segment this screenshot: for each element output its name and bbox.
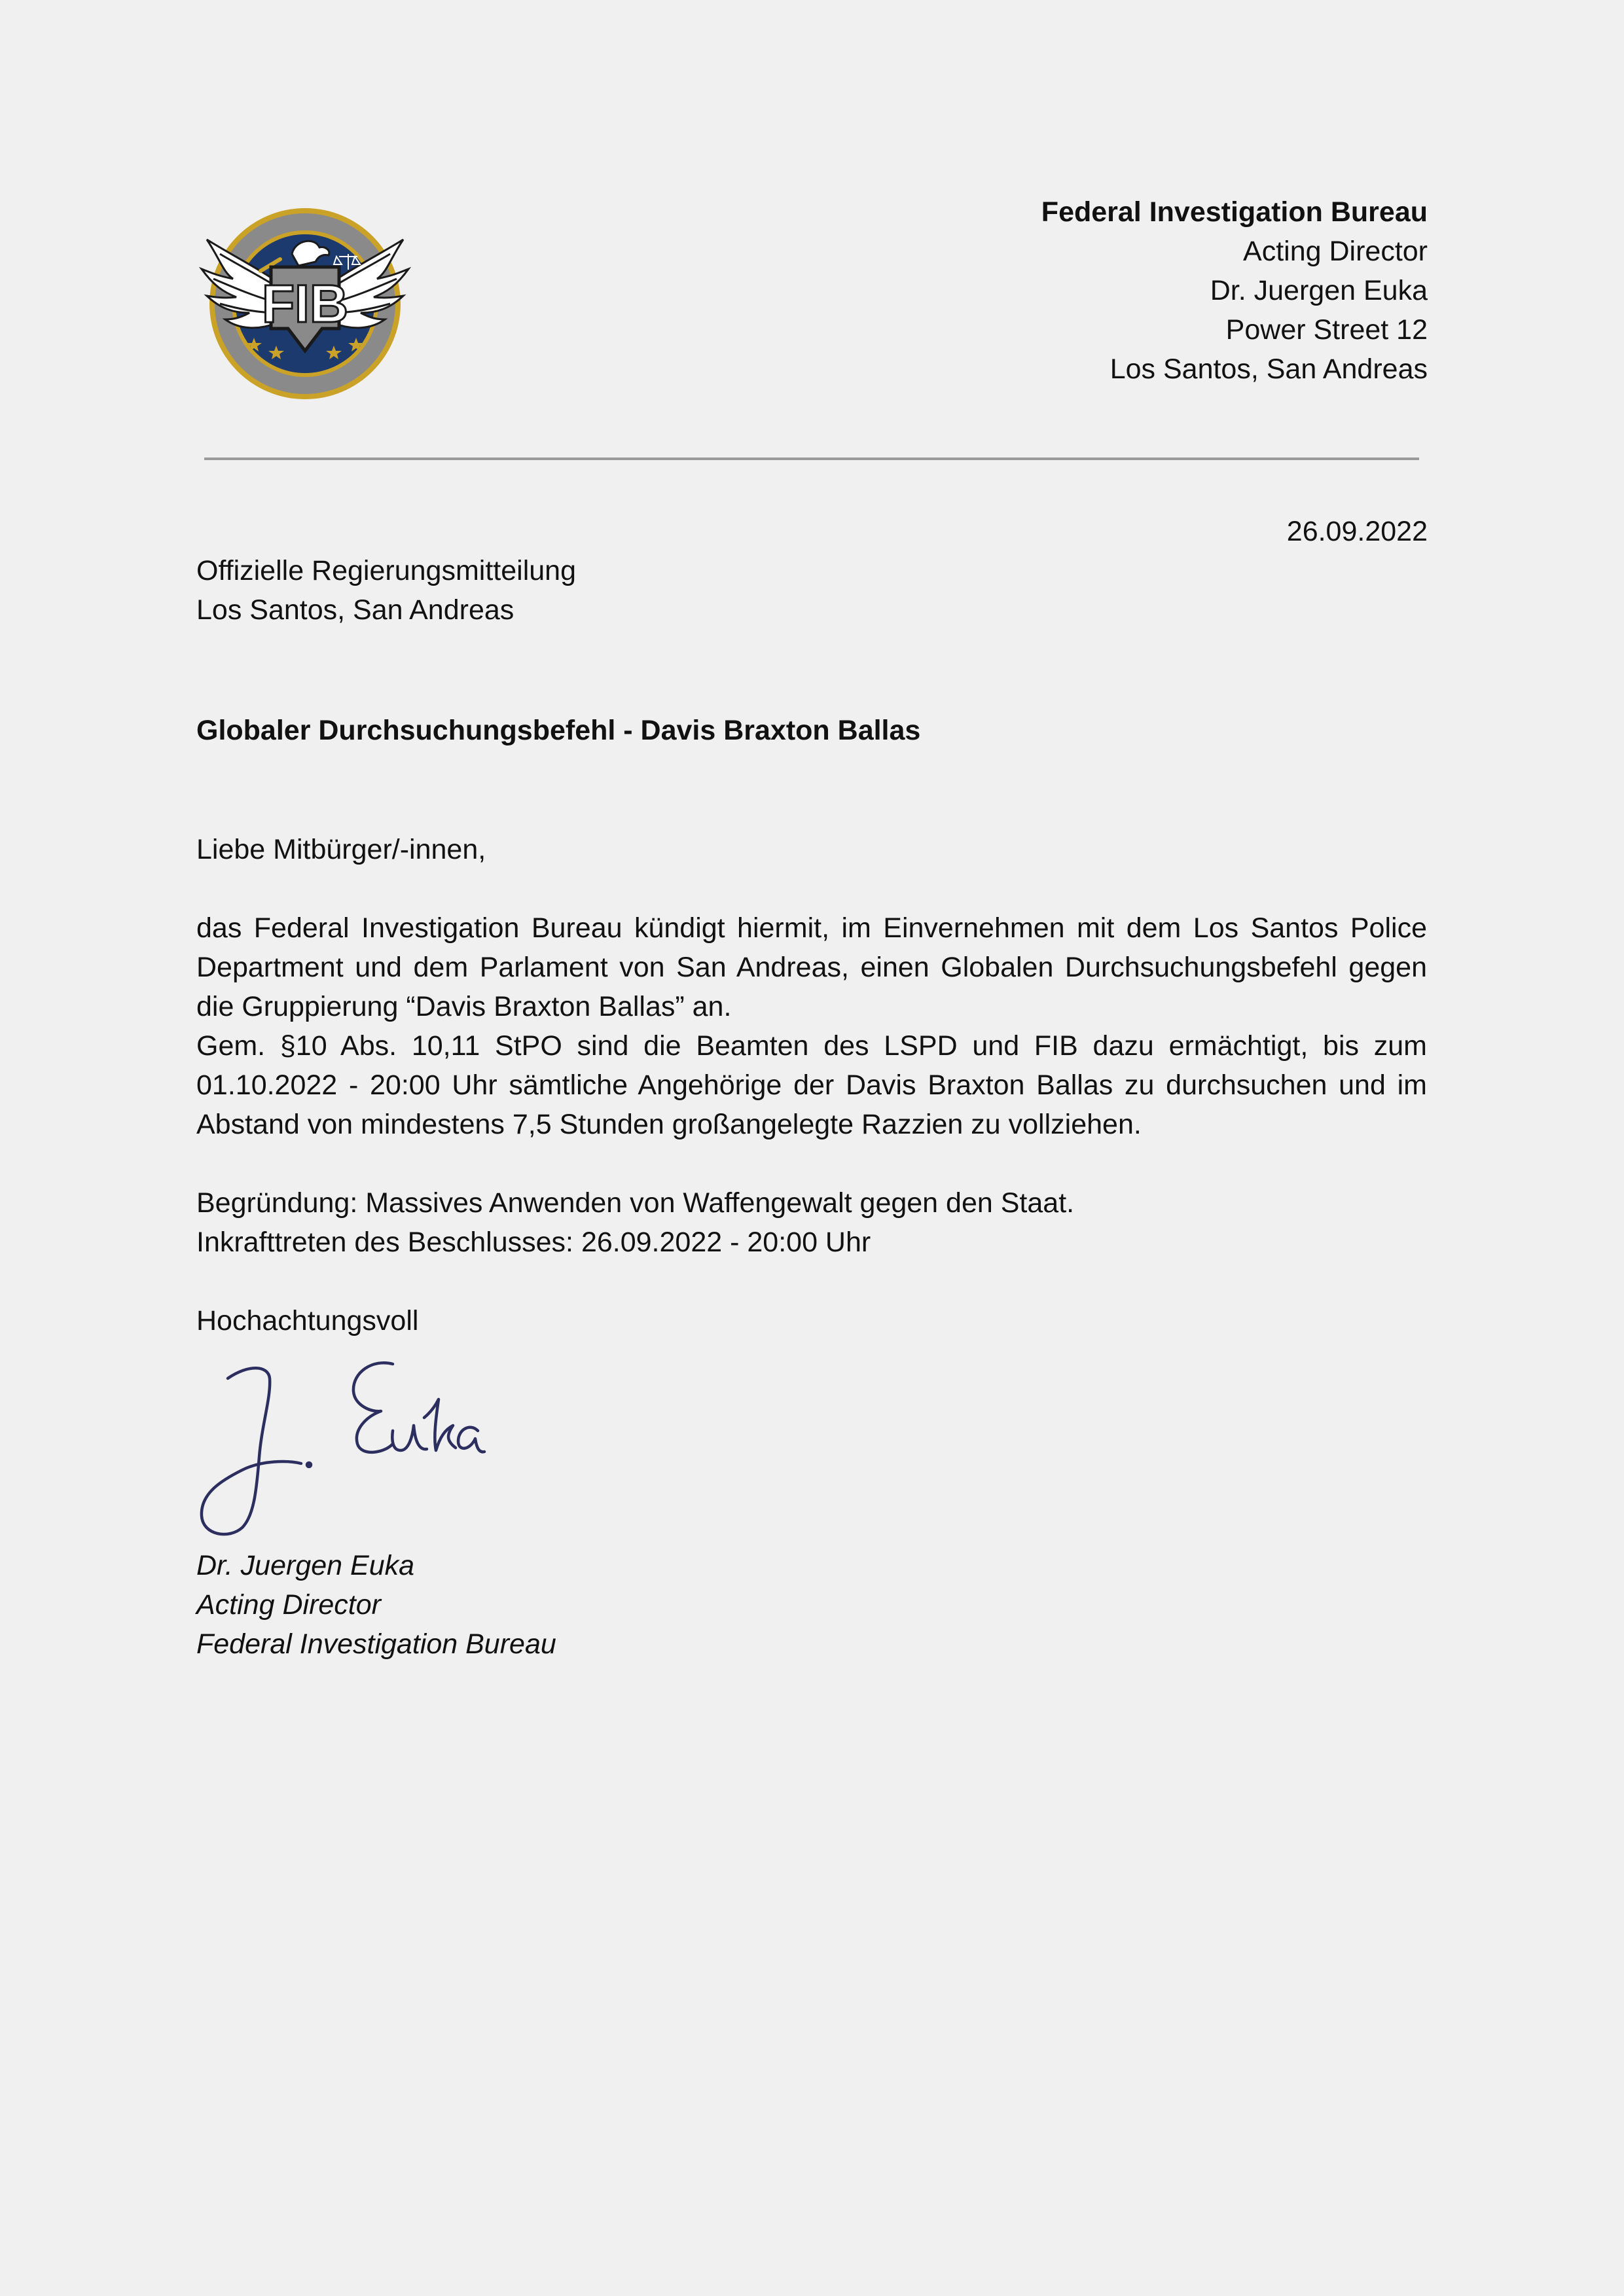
recipient-block [196, 551, 576, 630]
sender-city: Los Santos, San Andreas [1110, 353, 1428, 385]
recipient-line-1: Offizielle Regierungsmitteilung [196, 555, 576, 586]
letter-date: 26.09.2022 [1286, 516, 1428, 547]
signoff-block [196, 1546, 556, 1664]
closing-line: Hochachtungsvoll [196, 1305, 419, 1336]
subject-line: Globaler Durchsuchungsbefehl - Davis Braxton Ballas [196, 715, 921, 746]
sender-name: Dr. Juergen Euka [1210, 275, 1428, 306]
letter-body [196, 830, 1427, 1340]
body-paragraph-2: Gem. §10 Abs. 10,11 StPO sind die Beamten des LSPD und FIB dazu ermächtigt, bis zum 01.10.2022 - 20:00 Uhr sämtliche Angehörige der Davis Braxton Ballas zu durchsuchen und im Abstand von mindestens 7,5 Stunden großangelegte Razzien zu vollziehen. [196, 1030, 1427, 1140]
sender-org: Federal Investigation Bureau [1041, 196, 1428, 228]
sender-street: Power Street 12 [1225, 314, 1428, 346]
salutation: Liebe Mitbürger/-innen, [196, 834, 486, 865]
sender-title: Acting Director [1243, 236, 1428, 267]
reason-line: Begründung: Massives Anwenden von Waffengewalt gegen den Staat. [196, 1187, 1075, 1219]
body-paragraph-1: das Federal Investigation Bureau kündigt hiermit, im Einvernehmen mit dem Los Santos Police Department und dem Parlament von San Andreas, einen Globalen Durchsuchungsbefehl gegen die Gruppierung “Davis Braxton Ballas” an. [196, 912, 1427, 1022]
effective-line: Inkrafttreten des Beschlusses: 26.09.2022 - 20:00 Uhr [196, 1227, 871, 1258]
fib-seal-icon [194, 194, 416, 416]
signoff-title: Acting Director [196, 1589, 381, 1621]
recipient-line-2: Los Santos, San Andreas [196, 594, 514, 626]
signoff-name: Dr. Juergen Euka [196, 1550, 415, 1581]
handwritten-signature-icon [196, 1352, 537, 1549]
fib-letters: FIB [261, 274, 349, 334]
sender-block [1041, 192, 1428, 389]
signoff-org: Federal Investigation Bureau [196, 1628, 556, 1660]
header-divider [204, 457, 1419, 460]
